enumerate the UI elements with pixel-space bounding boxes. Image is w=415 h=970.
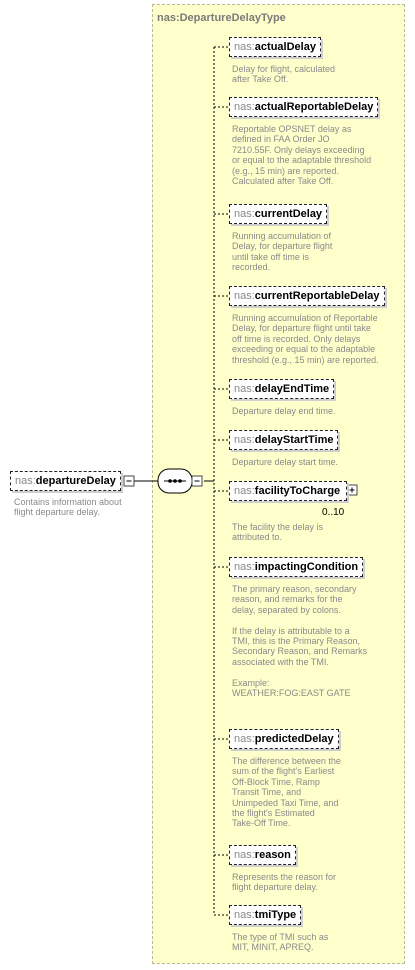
element-prefix: nas: <box>234 434 255 446</box>
element-actualDelay[interactable] <box>229 37 321 57</box>
doc-reason: Represents the reason for flight departure delay. <box>232 872 337 893</box>
element-name: actualDelay <box>254 41 316 53</box>
element-actualReportableDelay[interactable] <box>229 97 378 117</box>
root-documentation: Contains information about flight departure delay. <box>14 497 122 518</box>
element-name: departureDelay <box>35 475 116 487</box>
element-name: delayEndTime <box>254 383 330 395</box>
doc-delayEndTime: Departure delay end time. <box>232 406 336 416</box>
element-prefix: nas: <box>234 41 255 53</box>
element-prefix: nas: <box>234 909 255 921</box>
element-impactingCondition[interactable] <box>229 557 363 577</box>
element-name: currentReportableDelay <box>254 290 380 302</box>
element-prefix: nas: <box>234 733 255 745</box>
element-name: actualReportableDelay <box>254 101 374 113</box>
element-facilityToCharge[interactable] <box>229 481 347 501</box>
element-prefix: nas: <box>234 383 255 395</box>
element-prefix: nas: <box>234 561 255 573</box>
doc-actualDelay: Delay for flight, calculated after Take Off. <box>232 64 336 85</box>
element-name: delayStartTime <box>254 434 334 446</box>
element-name: reason <box>254 849 291 861</box>
element-prefix: nas: <box>234 208 255 220</box>
root-collapse-icon[interactable] <box>124 476 134 486</box>
element-currentReportableDelay[interactable] <box>229 286 385 306</box>
sequence-collapse-icon[interactable] <box>192 476 202 486</box>
element-name: facilityToCharge <box>254 485 341 497</box>
element-prefix: nas: <box>234 101 255 113</box>
doc-tmiType: The type of TMI such as MIT, MINIT, APREQ. <box>232 932 329 953</box>
doc-facilityToCharge: The facility the delay is attributed to. <box>232 522 324 543</box>
element-tmiType[interactable] <box>229 905 301 925</box>
element-prefix: nas: <box>234 290 255 302</box>
element-name: predictedDelay <box>254 733 334 745</box>
element-delayStartTime[interactable] <box>229 430 338 450</box>
element-reason[interactable] <box>229 845 296 865</box>
element-name: impactingCondition <box>254 561 359 573</box>
occurrence-facilityToCharge: 0..10 <box>322 507 345 518</box>
element-currentDelay[interactable] <box>229 204 327 224</box>
doc-impactingCondition: The primary reason, secondary reason, and remarks for the delay, separated by colons. If the delay is attributable to a TMI, this is the Primary Reason, Secondary Reason, and Remarks associated with the TMI. Example: WEATHER:FOG:EAST GATE <box>232 584 368 699</box>
facilityToCharge-expand-icon[interactable] <box>347 485 357 495</box>
element-prefix: nas: <box>234 849 255 861</box>
doc-currentDelay: Running accumulation of Delay, for departure flight until take off time is recorded. <box>232 231 333 273</box>
element-prefix: nas: <box>15 475 36 487</box>
doc-actualReportableDelay: Reportable OPSNET delay as defined in FAA Order JO 7210.55F. Only delays exceeding or equal to the adaptable threshold (e.g., 15 min) are reported. Calculated after Take Off. <box>232 124 372 187</box>
element-prefix: nas: <box>234 485 255 497</box>
root-element-departureDelay[interactable] <box>10 471 121 491</box>
doc-currentReportableDelay: Running accumulation of Reportable Delay, for departure flight until take off time is recorded. Only delays exceeding or equal to the adaptable threshold (e.g., 15 min) are reported. <box>232 313 379 365</box>
element-name: tmiType <box>254 909 297 921</box>
doc-predictedDelay: The difference between the sum of the flight's Earliest Off-Block Time, Ramp Transit Time, and Unimpeded Taxi Time, and the flight's Estimated Take-Off Time. <box>232 756 341 829</box>
doc-delayStartTime: Departure delay start time. <box>232 457 339 467</box>
type-title: nas:DepartureDelayType <box>157 12 286 24</box>
sequence-compositor-icon[interactable] <box>158 469 192 493</box>
element-predictedDelay[interactable] <box>229 729 339 749</box>
branch-lines <box>214 47 229 915</box>
element-delayEndTime[interactable] <box>229 379 334 399</box>
element-name: currentDelay <box>254 208 323 220</box>
